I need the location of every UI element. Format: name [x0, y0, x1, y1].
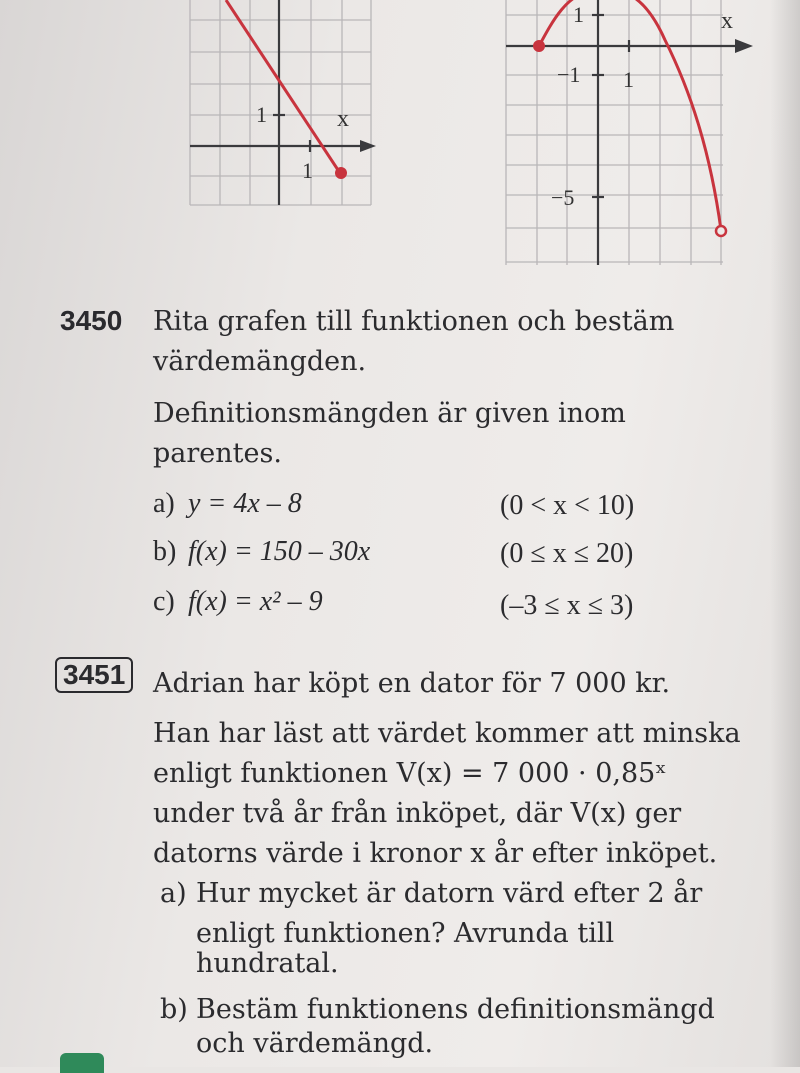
- left-graph-x-tick: 1: [302, 158, 313, 183]
- problem-3451-b-line1: Bestäm funktionens definitionsmängd: [196, 994, 715, 1025]
- problem-3450-number: 3450: [60, 305, 123, 336]
- left-graph: [190, 0, 380, 210]
- problem-3450-b-domain: (0 ≤ x ≤ 20): [500, 538, 634, 569]
- problem-3451-line4: under två år från inköpet, där V(x) ger: [153, 798, 682, 829]
- problem-3450-a-domain: (0 < x < 10): [500, 490, 635, 521]
- right-graph-open-endpoint: [716, 226, 726, 236]
- problem-3451-b-line2: och värdemängd.: [196, 1028, 434, 1059]
- right-graph-x-arrow: [735, 39, 753, 53]
- problem-3450-line4: parentes.: [153, 438, 282, 469]
- problem-3451-a-label: a): [160, 878, 187, 909]
- right-graph-y-tick-neg1: −1: [557, 62, 581, 87]
- right-graph-y-tick-1: 1: [573, 2, 584, 27]
- problem-3450-a-label: a): [153, 488, 175, 519]
- problem-3451-line5: datorns värde i kronor x år efter inköpet.: [153, 838, 718, 869]
- left-graph-endpoint: [335, 167, 347, 179]
- problem-3451-a-line1: Hur mycket är datorn värd efter 2 år: [196, 878, 703, 909]
- right-graph-closed-endpoint: [533, 40, 545, 52]
- problem-3450-line3: Definitionsmängden är given inom: [153, 398, 626, 429]
- problem-3451-line3: enligt funktionen V(x) = 7 000 · 0,85ˣ: [153, 758, 667, 789]
- right-graph-x-label: x: [721, 8, 733, 34]
- problem-3450-line2: värdemängden.: [153, 346, 367, 377]
- problem-3451-line2: Han har läst att värdet kommer att minska: [153, 718, 741, 749]
- problem-3450-b-expression: f(x) = 150 – 30x: [188, 536, 371, 567]
- problem-3450-c-expression: f(x) = x² – 9: [188, 586, 323, 617]
- problem-3451-a-line2: enligt funktionen? Avrunda till: [196, 918, 615, 949]
- problem-3451-a-line3: hundratal.: [196, 948, 339, 979]
- problem-3450-c-label: c): [153, 586, 175, 617]
- left-graph-x-label: x: [337, 106, 349, 132]
- problem-3451-b-label: b): [160, 994, 188, 1025]
- problem-3451-number: 3451: [55, 657, 133, 693]
- page-edge-shadow: [770, 0, 800, 1067]
- problem-3450-a-expression: y = 4x – 8: [188, 488, 302, 519]
- right-graph-x-tick-1: 1: [623, 67, 634, 92]
- left-graph-x-arrow: [360, 140, 376, 152]
- problem-3450-b-label: b): [153, 536, 177, 567]
- green-margin-tab: [60, 1053, 104, 1073]
- problem-3451-line1: Adrian har köpt en dator för 7 000 kr.: [153, 668, 671, 699]
- left-graph-y-tick: 1: [256, 102, 267, 127]
- right-graph-y-tick-neg5: −5: [551, 185, 575, 210]
- problem-3450-c-domain: (–3 ≤ x ≤ 3): [500, 590, 634, 621]
- right-graph: [505, 0, 765, 270]
- right-graph-grid: [506, 0, 723, 265]
- problem-3450-line1: Rita grafen till funktionen och bestäm: [153, 306, 675, 337]
